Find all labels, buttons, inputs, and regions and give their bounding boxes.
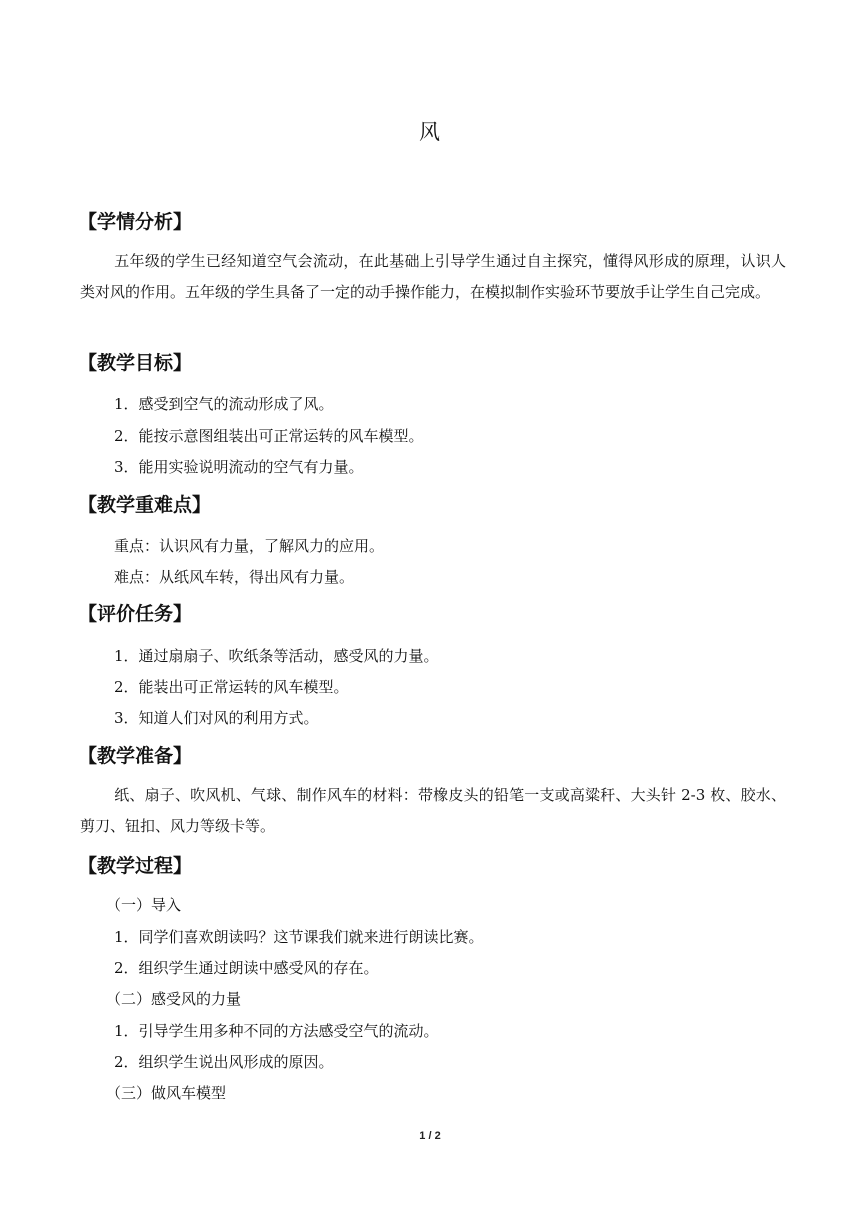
section-body-xueqing: [80, 246, 786, 308]
pingjia-item: 2．能装出可正常运转的风车模型。: [114, 678, 349, 696]
guocheng-item: 1．引导学生用多种不同的方法感受空气的流动。: [114, 1022, 439, 1040]
section-heading-zhunbei: 【教学准备】: [78, 745, 193, 767]
guocheng-subheading: （二）感受风的力量: [106, 990, 242, 1008]
guocheng-subheading: （一）导入: [106, 896, 182, 914]
pingjia-item: 3．知道人们对风的利用方式。: [114, 709, 319, 727]
mubiao-item: 3．能用实验说明流动的空气有力量。: [114, 458, 364, 476]
mubiao-item: 1．感受到空气的流动形成了风。: [114, 395, 334, 413]
guocheng-subheading: （三）做风车模型: [106, 1084, 227, 1102]
section-heading-zhongnandian: 【教学重难点】: [78, 494, 212, 516]
section-heading-pingjia: 【评价任务】: [78, 603, 193, 625]
section-heading-guocheng: 【教学过程】: [78, 855, 193, 877]
guocheng-item: 2．组织学生说出风形成的原因。: [114, 1053, 334, 1071]
guocheng-item: 2．组织学生通过朗读中感受风的存在。: [114, 959, 379, 977]
section-body-zhunbei: [80, 780, 786, 842]
section-heading-mubiao: 【教学目标】: [78, 352, 193, 374]
xueqing-text: 五年级的学生已经知道空气会流动，在此基础上引导学生通过自主探究，懂得风形成的原理，认识人类对风的作用。五年级的学生具备了一定的动手操作能力，在模拟制作实验环节要放手让学生自己完成。: [80, 252, 786, 301]
document-title: 风: [419, 120, 441, 144]
mubiao-item: 2．能按示意图组装出可正常运转的风车模型。: [114, 427, 424, 445]
pingjia-item: 1．通过扇扇子、吹纸条等活动，感受风的力量。: [114, 647, 439, 665]
guocheng-item: 1．同学们喜欢朗读吗？这节课我们就来进行朗读比赛。: [114, 928, 484, 946]
zhunbei-text: 纸、扇子、吹风机、气球、制作风车的材料：带橡皮头的铅笔一支或高粱秆、大头针 2-3 枚、胶水、剪刀、钮扣、风力等级卡等。: [80, 786, 786, 835]
page-indicator: 1 / 2: [419, 1130, 441, 1142]
section-heading-xueqing: 【学情分析】: [78, 211, 193, 233]
zhongnandian-item: 难点：从纸风车转，得出风有力量。: [114, 568, 355, 586]
zhongnandian-item: 重点：认识风有力量，了解风力的应用。: [114, 537, 385, 555]
